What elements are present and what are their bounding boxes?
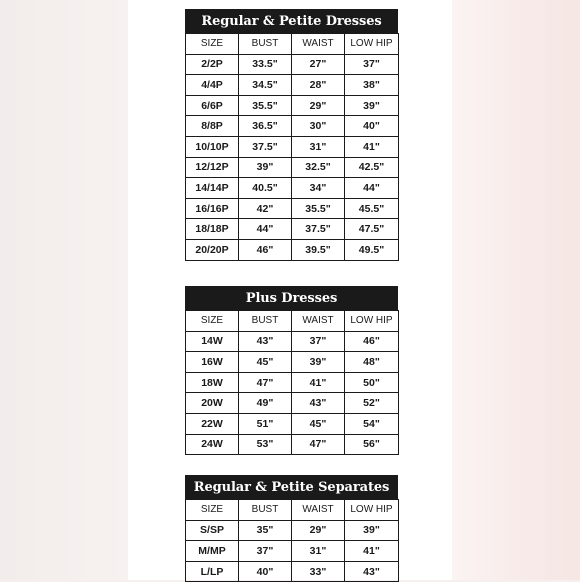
table-cell: 52" xyxy=(345,393,399,414)
table-cell: 42" xyxy=(239,198,292,219)
table-cell: 43" xyxy=(239,331,292,352)
table-row xyxy=(186,434,399,455)
column-header: BUST xyxy=(239,500,292,521)
table-cell: 20/20P xyxy=(186,239,239,260)
column-header: WAIST xyxy=(292,311,345,332)
column-header: SIZE xyxy=(186,311,239,332)
table-cell: 22W xyxy=(186,413,239,434)
table-cell: 45" xyxy=(292,413,345,434)
table-cell: 37" xyxy=(239,541,292,562)
table-cell: 14W xyxy=(186,331,239,352)
table-row xyxy=(186,95,399,116)
table-cell: 45" xyxy=(239,352,292,373)
table-cell: 56" xyxy=(345,434,399,455)
chart-title: Plus Dresses xyxy=(185,286,398,310)
table-row xyxy=(186,239,399,260)
column-header: WAIST xyxy=(292,500,345,521)
column-header: LOW HIP xyxy=(345,34,399,55)
table-cell: 51" xyxy=(239,413,292,434)
table-cell: 4/4P xyxy=(186,75,239,96)
table-cell: 10/10P xyxy=(186,136,239,157)
table-cell: 6/6P xyxy=(186,95,239,116)
table-cell: 35.5" xyxy=(292,198,345,219)
table-cell: 2/2P xyxy=(186,54,239,75)
size-chart-regular-petite-dresses xyxy=(185,9,398,261)
table-cell: L/LP xyxy=(186,561,239,582)
table-cell: 40.5" xyxy=(239,178,292,199)
table-cell: 41" xyxy=(292,372,345,393)
size-chart-regular-petite-separates xyxy=(185,475,398,582)
table-row xyxy=(186,541,399,562)
table-cell: 50" xyxy=(345,372,399,393)
table-cell: 28" xyxy=(292,75,345,96)
table-cell: 32.5" xyxy=(292,157,345,178)
table-cell: 8/8P xyxy=(186,116,239,137)
table-cell: 14/14P xyxy=(186,178,239,199)
table-cell: 42.5" xyxy=(345,157,399,178)
table-cell: 47" xyxy=(292,434,345,455)
table-cell: 44" xyxy=(239,219,292,240)
table-cell: 39" xyxy=(292,352,345,373)
table-cell: 37" xyxy=(292,331,345,352)
size-table xyxy=(185,310,399,455)
table-cell: 18/18P xyxy=(186,219,239,240)
table-cell: 41" xyxy=(345,136,399,157)
table-cell: 46" xyxy=(345,331,399,352)
table-cell: 31" xyxy=(292,541,345,562)
table-row xyxy=(186,372,399,393)
table-cell: 39" xyxy=(345,520,399,541)
table-cell: 29" xyxy=(292,520,345,541)
table-cell: 39" xyxy=(239,157,292,178)
table-cell: 31" xyxy=(292,136,345,157)
table-row xyxy=(186,393,399,414)
chart-title: Regular & Petite Separates xyxy=(185,475,398,499)
table-cell: 48" xyxy=(345,352,399,373)
background-right xyxy=(452,0,580,580)
table-cell: 43" xyxy=(292,393,345,414)
table-cell: 46" xyxy=(239,239,292,260)
table-cell: S/SP xyxy=(186,520,239,541)
table-cell: 30" xyxy=(292,116,345,137)
chart-title: Regular & Petite Dresses xyxy=(185,9,398,33)
table-row xyxy=(186,178,399,199)
header-row xyxy=(186,34,399,55)
table-row xyxy=(186,136,399,157)
table-cell: 45.5" xyxy=(345,198,399,219)
table-cell: 34.5" xyxy=(239,75,292,96)
table-row xyxy=(186,157,399,178)
table-cell: 36.5" xyxy=(239,116,292,137)
background-left xyxy=(0,0,128,580)
table-cell: 16W xyxy=(186,352,239,373)
table-row xyxy=(186,116,399,137)
column-header: SIZE xyxy=(186,500,239,521)
table-row xyxy=(186,331,399,352)
table-row xyxy=(186,54,399,75)
table-cell: 41" xyxy=(345,541,399,562)
table-cell: 53" xyxy=(239,434,292,455)
table-cell: 27" xyxy=(292,54,345,75)
table-cell: 38" xyxy=(345,75,399,96)
table-cell: 39.5" xyxy=(292,239,345,260)
table-row xyxy=(186,413,399,434)
column-header: LOW HIP xyxy=(345,311,399,332)
header-row xyxy=(186,500,399,521)
table-cell: 16/16P xyxy=(186,198,239,219)
table-row xyxy=(186,561,399,582)
table-row xyxy=(186,352,399,373)
size-table xyxy=(185,33,399,261)
column-header: BUST xyxy=(239,34,292,55)
table-cell: 40" xyxy=(239,561,292,582)
column-header: SIZE xyxy=(186,34,239,55)
table-cell: 43" xyxy=(345,561,399,582)
table-cell: 24W xyxy=(186,434,239,455)
size-table xyxy=(185,499,399,582)
table-row xyxy=(186,75,399,96)
table-row xyxy=(186,219,399,240)
table-cell: 33.5" xyxy=(239,54,292,75)
column-header: WAIST xyxy=(292,34,345,55)
table-cell: 35.5" xyxy=(239,95,292,116)
table-cell: 49.5" xyxy=(345,239,399,260)
table-cell: 20W xyxy=(186,393,239,414)
table-cell: 39" xyxy=(345,95,399,116)
table-cell: 18W xyxy=(186,372,239,393)
table-cell: 47.5" xyxy=(345,219,399,240)
column-header: BUST xyxy=(239,311,292,332)
table-cell: 35" xyxy=(239,520,292,541)
table-cell: 34" xyxy=(292,178,345,199)
table-cell: 12/12P xyxy=(186,157,239,178)
table-cell: 40" xyxy=(345,116,399,137)
table-cell: M/MP xyxy=(186,541,239,562)
table-row xyxy=(186,520,399,541)
table-cell: 44" xyxy=(345,178,399,199)
table-cell: 33" xyxy=(292,561,345,582)
table-cell: 47" xyxy=(239,372,292,393)
table-cell: 54" xyxy=(345,413,399,434)
table-cell: 29" xyxy=(292,95,345,116)
header-row xyxy=(186,311,399,332)
table-cell: 37.5" xyxy=(239,136,292,157)
column-header: LOW HIP xyxy=(345,500,399,521)
table-cell: 49" xyxy=(239,393,292,414)
size-chart-plus-dresses xyxy=(185,286,398,455)
table-cell: 37.5" xyxy=(292,219,345,240)
table-cell: 37" xyxy=(345,54,399,75)
table-row xyxy=(186,198,399,219)
